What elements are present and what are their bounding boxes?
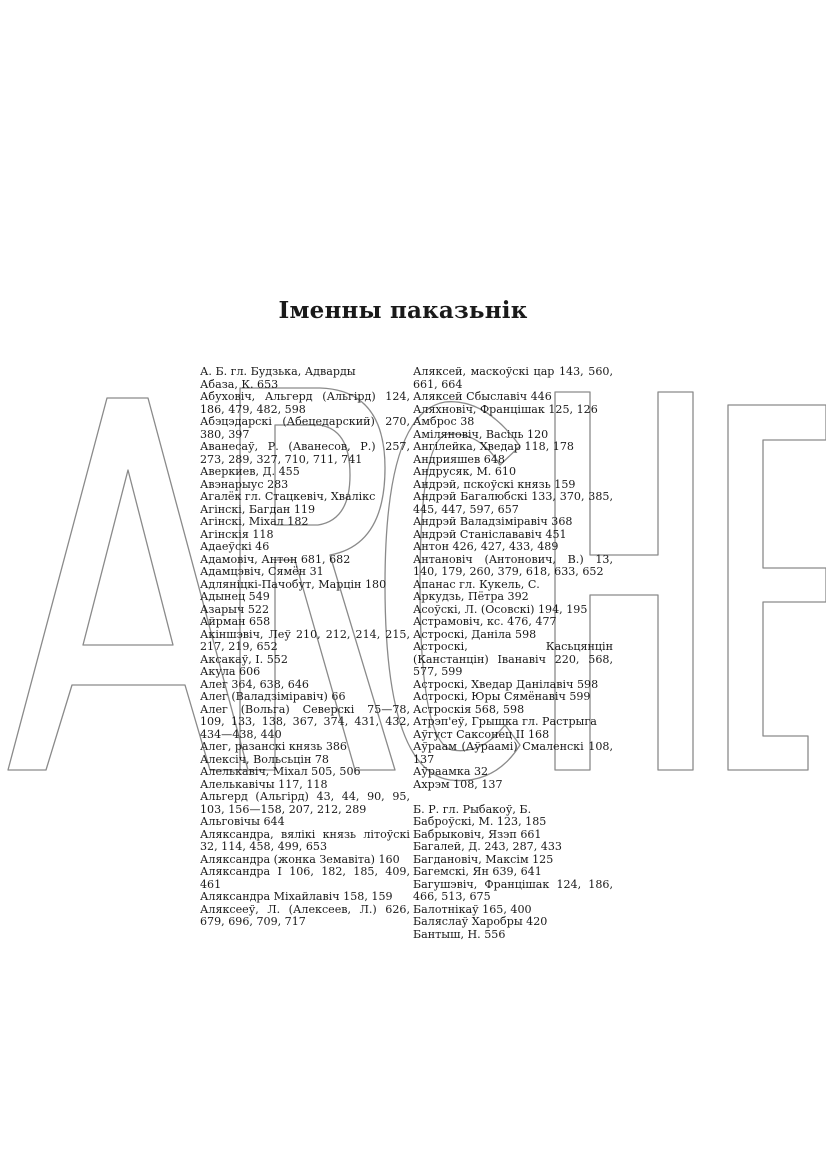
index-entry: Аляксандра (жонка Земавіта) 160 xyxy=(200,852,400,866)
index-entry: Багемскі, Ян 639, 641 xyxy=(413,865,542,878)
index-entry: Багушэвіч, Францішак 124, 186, 466, 513, 675 xyxy=(413,877,613,903)
index-entry: Аванесаў, Р. (Аванесов, Р.) 257, 273, 289, 327, 710, 711, 741 xyxy=(200,440,410,466)
index-entry: Аміляновіч, Васіль 120 xyxy=(413,427,549,441)
index-entry: Аляксандра I 106, 182, 185, 409, 461 xyxy=(200,865,410,891)
index-entry: Агалёк гл. Стацкевіч, Хвалікс xyxy=(200,490,376,503)
index-entry: Багалей, Д. 243, 287, 433 xyxy=(413,840,562,853)
index-entry: Алег 364, 638, 646 xyxy=(200,677,309,691)
index-entry: Альгерд (Альгірд) 43, 44, 90, 95, 103, 156—158, 207, 212, 289 xyxy=(200,790,410,816)
index-entry: Аверкиев, Д. 455 xyxy=(200,465,300,478)
watermark-letter-e xyxy=(728,405,826,770)
index-entry: А. Б. гл. Будзька, Адварды xyxy=(200,365,356,378)
index-entry: Аркудзь, Пётра 392 xyxy=(413,590,529,603)
index-entry: Акула 606 xyxy=(200,665,261,678)
index-entry: Ангілейка, Хведар 118, 178 xyxy=(413,440,574,453)
index-entry: Бантыш, Н. 556 xyxy=(413,927,506,941)
index-entry: Андрэй Багалюбскі 133, 370, 385, 445, 447, 597, 657 xyxy=(413,490,613,516)
index-entry: Аляхновіч, Францішак 125, 126 xyxy=(413,402,598,416)
index-entry: Астроскі, Даніла 598 xyxy=(413,627,537,641)
index-entry: Атрэп'еў, Грышка гл. Растрыга xyxy=(413,715,597,728)
index-entry: Аляксандра Міхайлавіч 158, 159 xyxy=(200,890,393,903)
index-entry: Авэнарыус 283 xyxy=(200,477,289,491)
index-entry: Баброўскі, М. 123, 185 xyxy=(413,815,547,828)
index-entry: Алелькавічы 117, 118 xyxy=(200,777,328,791)
index-entry: Абуховіч, Альгерд (Альгірд) 124, 186, 479, 482, 598 xyxy=(200,390,410,416)
index-entry: Астроскі, Хведар Данілавіч 598 xyxy=(413,677,599,691)
index-entry: Адамовіч, Антон 681, 682 xyxy=(200,552,351,566)
index-entry: Алег (Вольга) Северскі 75—78, 109, 133, 138, 367, 374, 431, 432, 434—438, 440 xyxy=(200,702,410,741)
index-entry: Альговічы 644 xyxy=(200,815,285,828)
index-entry: Акіншэвіч, Леў 210, 212, 214, 215, 217, 219, 652 xyxy=(200,627,410,653)
index-entry: Андрияшев 648 xyxy=(413,452,505,466)
index-entry: Аўраамка 32 xyxy=(413,765,489,778)
index-entry: Балотнікаў 165, 400 xyxy=(413,902,532,916)
index-entry: Ахрэм 108, 137 xyxy=(413,777,503,791)
index-entry: Абаза, К. 653 xyxy=(200,377,279,391)
index-column-right xyxy=(413,366,613,941)
index-entry: Андрэй Станіслававіч 451 xyxy=(413,527,567,541)
page-title: Іменны паказьнік xyxy=(278,297,528,324)
index-entry: Апанас гл. Кукель, С. xyxy=(413,577,540,591)
index-entry: Аляксееў, Л. (Алексеев, Л.) 626, 679, 696, 709, 717 xyxy=(200,902,410,928)
index-entry: Аксакаў, І. 552 xyxy=(200,652,288,666)
index-entry: Алелькавіч, Міхал 505, 506 xyxy=(200,765,361,778)
index-entry: Адляніцкі-Пачобут, Марцін 180 xyxy=(200,577,387,591)
index-entry: Азарыч 522 xyxy=(200,602,270,616)
index-entry: Аляксей Сбыславіч 446 xyxy=(413,390,552,403)
index-entry: Аляксандра, вялікі князь літоўскі 32, 114, 458, 499, 653 xyxy=(200,827,410,853)
index-entry: Андрэй Валадзіміравіч 368 xyxy=(413,515,573,528)
index-entry: Астроскі, Касьцянцін (Канстанцін) Іванавіч 220, 568, 577, 599 xyxy=(413,640,613,678)
index-entry: Астроскі, Юры Сямёнавіч 599 xyxy=(413,690,591,703)
index-entry: Бабрыковіч, Язэп 661 xyxy=(413,827,542,841)
index-entry: Алег, разанскі князь 386 xyxy=(200,740,347,753)
index-entry: Б. Р. гл. Рыбакоў, Б. xyxy=(413,802,532,816)
index-entry: Антановіч (Антонович, В.) 13, 140, 179, 260, 379, 618, 633, 652 xyxy=(413,552,613,578)
index-entry: Адаеўскі 46 xyxy=(200,540,270,553)
index-entry: Агінскія 118 xyxy=(200,527,274,541)
index-entry: Адамцэвіч, Сямён 31 xyxy=(200,565,324,578)
index-entry: Алег (Валадзіміравіч) 66 xyxy=(200,690,346,703)
index-entry: Аляксей, маскоўскі цар 143, 560, 661, 664 xyxy=(413,365,613,391)
index-entry: Антон 426, 427, 433, 489 xyxy=(413,540,559,553)
index-entry: Алексіч, Вольсьцін 78 xyxy=(200,752,329,766)
index-entry: Айрман 658 xyxy=(200,615,271,628)
index-entry: Абэцэдарскі (Абецедарский) 270, 380, 397 xyxy=(200,415,410,441)
index-entry: Аўраам (Аўраамі) Смаленскі 108, 137 xyxy=(413,740,613,766)
index-entry: Астроскія 568, 598 xyxy=(413,702,525,716)
index-entry: Амброс 38 xyxy=(413,415,475,428)
index-entry: Андрэй, пскоўскі князь 159 xyxy=(413,477,576,491)
index-entry: Агінскі, Багдан 119 xyxy=(200,502,316,516)
index-entry: Агінскі, Міхал 182 xyxy=(200,515,309,528)
index-column-left xyxy=(200,366,410,929)
index-entry: Аўгуст Саксонец II 168 xyxy=(413,727,550,741)
index-entry: Багдановіч, Максім 125 xyxy=(413,852,554,866)
index-entry: Асоўскі, Л. (Осовскі) 194, 195 xyxy=(413,602,588,616)
index-entry: Андрусяк, М. 610 xyxy=(413,465,517,478)
index-entry: Адынец 549 xyxy=(200,590,270,603)
index-entry: Баляслаў Харобры 420 xyxy=(413,915,548,928)
index-entry: Астрамовіч, кс. 476, 477 xyxy=(413,615,557,628)
